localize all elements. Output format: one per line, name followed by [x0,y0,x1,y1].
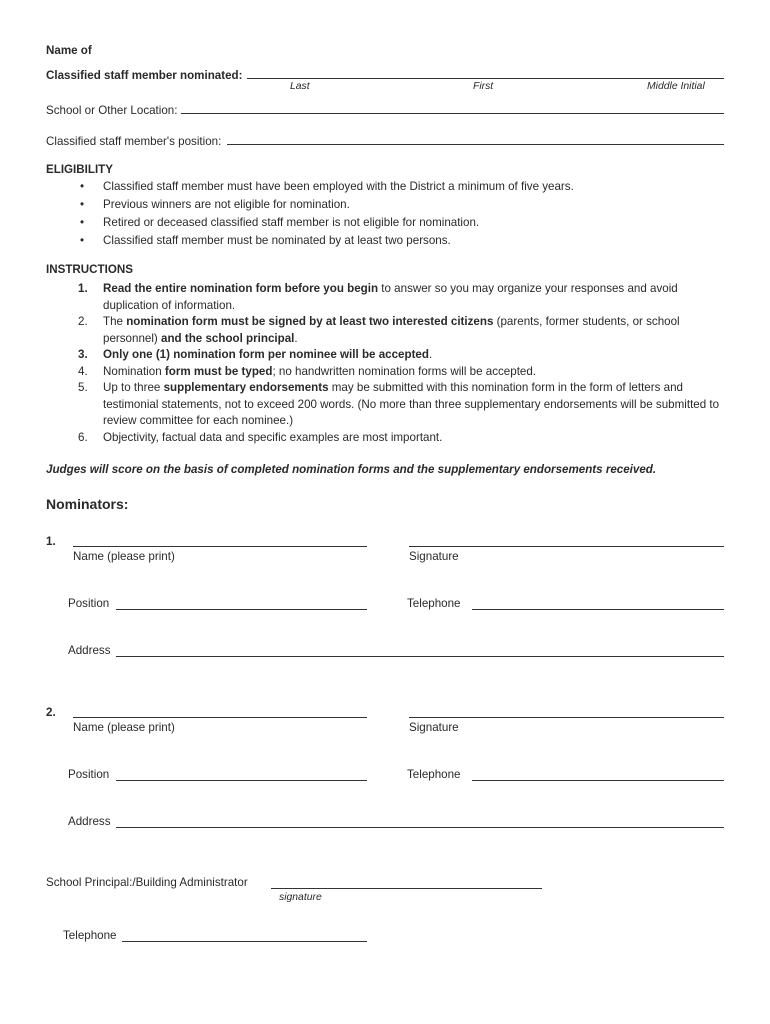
nominator-2-position-label: Position [68,768,110,781]
instruction-text: ; no handwritten nomination forms will be accepted. [272,364,537,378]
principal-telephone-label: Telephone [63,929,117,942]
instruction-item [78,281,728,314]
nominee-name-label: Classified staff member nominated: [46,69,243,82]
instruction-emphasis: Only one (1) nomination form per nominee will be accepted [103,348,429,361]
nominator-1-address-field[interactable] [116,656,724,657]
eligibility-list [80,180,740,252]
nominator-2-telephone-label: Telephone [407,768,461,781]
school-location-row [46,101,724,117]
nominator-2-address-label: Address [68,815,111,828]
staff-position-field[interactable] [227,132,724,145]
principal-signature-sublabel: signature [279,892,322,903]
instruction-text: (parents, former students, or school personnel) [103,315,680,345]
eligibility-item: • Previous winners are not eligible for nomination. [80,198,740,216]
principal-telephone-field[interactable] [122,941,367,942]
school-location-label: School or Other Location: [46,104,178,117]
instruction-item [78,430,728,447]
principal-signature-field[interactable] [271,888,542,889]
instruction-text: The [103,315,127,328]
instruction-number: 1. [78,282,88,295]
instruction-item [78,380,728,430]
instruction-item [78,364,728,381]
instructions-heading: INSTRUCTIONS [46,263,133,276]
nominator-1-signature-label: Signature [409,550,459,563]
instruction-emphasis: form must be typed [164,364,273,378]
nominator-2-name-label: Name (please print) [73,721,175,734]
nominator-1-name-field[interactable] [73,546,367,547]
judges-note: Judges will score on the basis of completed nomination forms and the supplementary endorsements received. [46,463,657,476]
staff-position-label: Classified staff member's position: [46,135,222,148]
nominator-1-position-field[interactable] [116,609,367,610]
instruction-number: 3. [78,348,88,361]
instruction-number: 4. [78,364,88,378]
nominator-1-name-label: Name (please print) [73,550,175,563]
nominator-1-telephone-label: Telephone [407,597,461,610]
first-name-sublabel: First [473,81,494,92]
instruction-number: 6. [78,430,88,444]
nominee-name-row [46,66,724,82]
instruction-text: Up to three [103,381,164,394]
nominator-2-address-field[interactable] [116,827,724,828]
instruction-text: . [294,331,298,345]
nominator-2-signature-label: Signature [409,721,459,734]
instruction-text: Objectivity, factual data and specific examples are most important. [103,430,443,444]
name-of-label: Name of [46,44,92,57]
eligibility-heading: ELIGIBILITY [46,163,113,176]
middle-initial-sublabel: Middle Initial [647,81,705,92]
instruction-text: to answer so you may organize your responses and avoid duplication of information. [103,282,678,312]
nominators-heading: Nominators: [46,496,129,512]
instruction-number: 2. [78,315,88,328]
instruction-emphasis: nomination form must be signed by at least two interested citizens [126,315,494,328]
instruction-emphasis: Read the entire nomination form before you begin [103,282,379,295]
eligibility-item: • Retired or deceased classified staff member is not eligible for nomination. [80,216,740,234]
nominator-2-signature-field[interactable] [409,717,724,718]
instruction-text: . [428,348,433,361]
nominator-2-number: 2. [46,706,56,719]
instructions-list [78,281,728,446]
instruction-emphasis: and the school principal [161,331,295,345]
instruction-item [78,347,728,364]
instruction-text: may be submitted with this nomination form in the form of letters and testimonial statements, not to exceed 200 words. (No more than three supplementary endorsements will be submitted to review committee for each nominee.) [103,381,720,427]
nominator-1-number: 1. [46,535,56,548]
nominator-1-signature-field[interactable] [409,546,724,547]
instruction-number: 5. [78,381,88,394]
nominator-1-address-label: Address [68,644,111,657]
eligibility-item: • Classified staff member must be nominated by at least two persons. [80,234,740,252]
staff-position-row [46,132,724,148]
instruction-text: Nomination [103,364,165,378]
principal-label: School Principal:/Building Administrator [46,876,248,889]
eligibility-item: • Classified staff member must have been employed with the District a minimum of five years. [80,180,740,198]
nominator-2-name-field[interactable] [73,717,367,718]
school-location-field[interactable] [181,101,724,114]
nominator-2-telephone-field[interactable] [472,780,724,781]
nominator-1-telephone-field[interactable] [472,609,724,610]
instruction-emphasis: supplementary endorsements [163,381,329,394]
instruction-item [78,314,728,347]
nominee-name-field[interactable] [247,66,725,79]
nominator-1-position-label: Position [68,597,110,610]
nominator-2-position-field[interactable] [116,780,367,781]
last-name-sublabel: Last [290,81,310,92]
